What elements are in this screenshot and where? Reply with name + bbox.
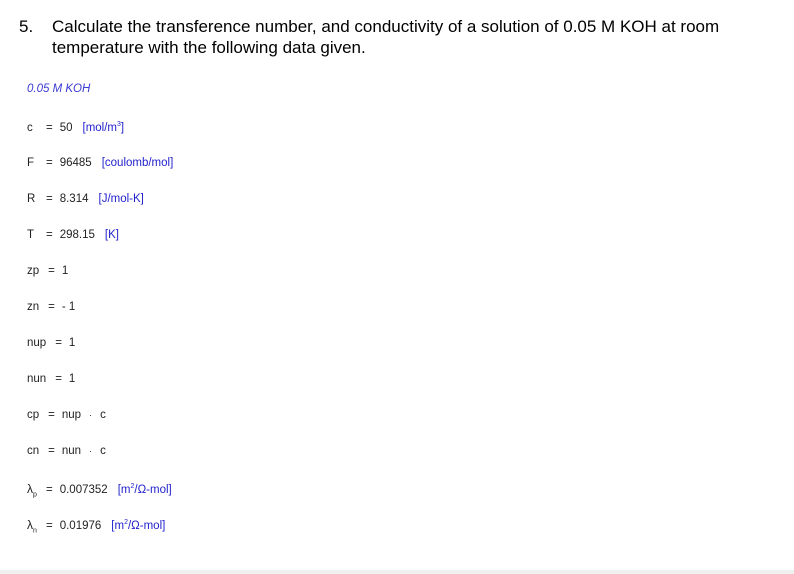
var-c: c xyxy=(27,121,33,134)
unit-c-exponent: 3 xyxy=(117,121,121,128)
value-F: 96485 xyxy=(59,157,92,169)
var-nup: nup xyxy=(27,337,47,349)
value-T: 298.15 xyxy=(59,229,95,241)
var-T: T xyxy=(27,229,35,241)
value-zp: 1 xyxy=(61,265,69,277)
var-lambda-p xyxy=(27,482,37,498)
var-zn: zn xyxy=(27,301,40,313)
bottom-edge-bar xyxy=(0,570,794,574)
factor-c: c xyxy=(100,445,106,457)
lambda-symbol: λ xyxy=(27,482,33,496)
var-nun: nun xyxy=(27,373,47,385)
unit-lambda-p-base: [m xyxy=(117,484,131,496)
equation-T xyxy=(27,229,119,241)
factor-c: c xyxy=(100,409,106,421)
unit-c-base: [mol/m xyxy=(82,121,118,134)
multiply-dot: · xyxy=(89,445,93,456)
unit-lambda-n xyxy=(111,519,165,532)
equals-sign: = xyxy=(46,229,53,241)
equation-c xyxy=(27,121,124,134)
unit-lambda-n-tail: /Ω-mol] xyxy=(127,520,166,532)
question-text: Calculate the transference number, and conductivity of a solution of 0.05 M KOH at room temperature with the following data given. xyxy=(52,17,720,57)
unit-lambda-p-tail: /Ω-mol] xyxy=(134,484,172,496)
equals-sign: = xyxy=(48,445,55,457)
value-c: 50 xyxy=(59,121,73,134)
equation-zn xyxy=(27,301,75,313)
equals-sign: = xyxy=(46,520,53,532)
equation-cp xyxy=(27,409,106,421)
equals-sign: = xyxy=(46,193,53,205)
value-nun: 1 xyxy=(68,373,76,385)
equals-sign: = xyxy=(48,265,55,277)
unit-lambda-p-exponent: 2 xyxy=(130,483,135,491)
value-R: 8.314 xyxy=(59,193,89,205)
var-zp: zp xyxy=(27,265,40,277)
unit-lambda-n-base: [m xyxy=(111,520,125,532)
unit-R: [J/mol-K] xyxy=(98,193,144,205)
section-label: 0.05 M KOH xyxy=(27,83,91,95)
var-R: R xyxy=(27,193,36,205)
question-number: 5. xyxy=(19,17,34,36)
equals-sign: = xyxy=(48,301,55,313)
equation-F xyxy=(27,157,173,169)
equation-lambda-n xyxy=(27,518,165,534)
unit-c xyxy=(83,121,125,134)
value-lambda-n: 0.01976 xyxy=(59,520,102,532)
unit-lambda-p xyxy=(118,483,172,496)
var-F: F xyxy=(27,157,35,169)
lambda-subscript: n xyxy=(33,527,37,535)
var-cp: cp xyxy=(27,409,40,421)
equals-sign: = xyxy=(46,157,53,169)
factor-nun: nun xyxy=(61,445,82,457)
equals-sign: = xyxy=(55,373,62,385)
equals-sign: = xyxy=(46,121,53,134)
value-nup: 1 xyxy=(68,337,76,349)
unit-F: [coulomb/mol] xyxy=(101,157,174,169)
var-lambda-n xyxy=(27,518,37,534)
unit-c-close: ] xyxy=(120,121,125,134)
equals-sign: = xyxy=(46,484,53,496)
lambda-symbol: λ xyxy=(27,518,33,532)
value-zn: - 1 xyxy=(61,301,76,313)
factor-nup: nup xyxy=(61,409,82,421)
equation-cn xyxy=(27,445,106,457)
equation-lambda-p xyxy=(27,482,172,498)
equation-R xyxy=(27,193,144,205)
equals-sign: = xyxy=(55,337,62,349)
equation-zp xyxy=(27,265,68,277)
value-lambda-p: 0.007352 xyxy=(59,484,108,496)
equals-sign: = xyxy=(48,409,55,421)
var-cn: cn xyxy=(27,445,40,457)
unit-lambda-n-exponent: 2 xyxy=(124,519,128,527)
multiply-dot: · xyxy=(89,409,93,420)
equation-nup xyxy=(27,337,75,349)
equation-nun xyxy=(27,373,75,385)
lambda-subscript: p xyxy=(33,491,37,499)
unit-T: [K] xyxy=(104,229,119,241)
